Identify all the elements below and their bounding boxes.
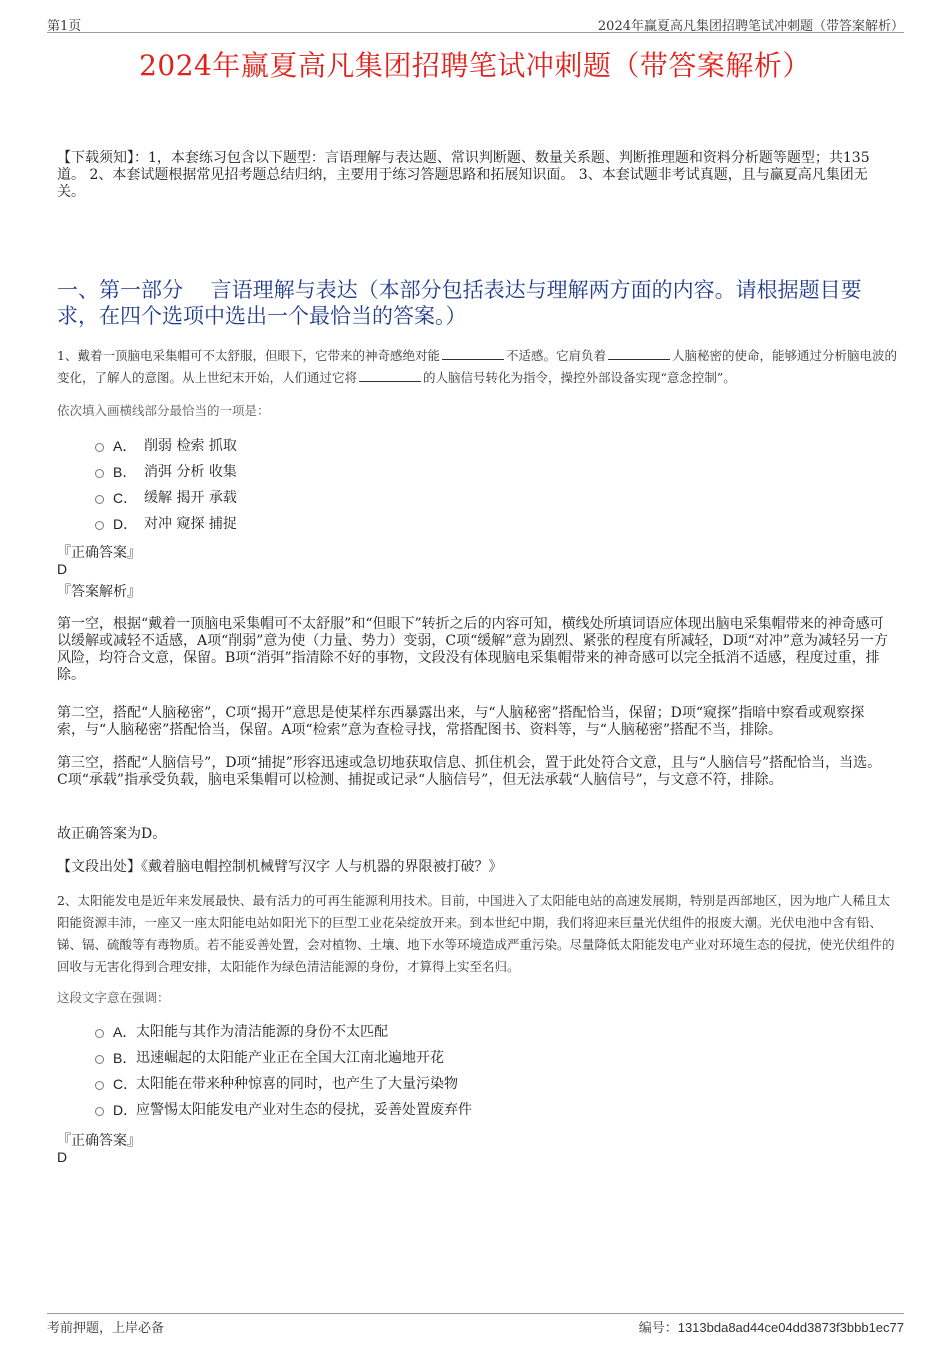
option-d[interactable]: D． 应警惕太阳能发电产业对生态的侵扰，妥善处置废弃件 <box>95 1097 472 1123</box>
radio-icon[interactable] <box>95 443 104 452</box>
fill-blank <box>442 347 504 360</box>
q1-text-part: 人脑秘密的使命，能够通过分析脑电波的变化，了解人的意图。从上世纪末开始，人们通过它将 <box>57 348 897 385</box>
option-c[interactable]: C． 缓解 揭开 承载 <box>95 485 237 511</box>
radio-icon[interactable] <box>95 1055 104 1064</box>
fill-blank <box>359 369 421 382</box>
download-notice: 【下载须知】：1，本套练习包含以下题型：言语理解与表达题、常识判断题、数量关系题、判断推理题和资料分析题等题型；共135道。 2、本套试题根据常见招考题总结归纳，主要用于练习答题思路和拓展知识面。 3、本套试题非考试真题，且与赢夏高凡集团无关。 <box>57 150 870 200</box>
page-number: 第1页 <box>47 19 82 34</box>
q1-text-part: 的人脑信号转化为指令，操控外部设备实现“意念控制”。 <box>423 370 736 385</box>
question-2-text: 2、太阳能发电是近年来发展最快、最有活力的可再生能源利用技术。目前，中国进入了太阳能电站的高速发展期，特别是西部地区，因为地广人稀且太阳能资源丰沛，一座又一座太阳能电站如阳光下的巨型工业花朵绽放开来。到本世纪中期，我们将迎来巨量光伏组件的报废大潮。光伏电池中含有铅、锑、镉、硫酸等有毒物质。若不能妥善处置，会对植物、土壤、地下水等环境造成严重污染。尽量降低太阳能发电产业对环境生态的侵扰，使光伏组件的回收与无害化得到合理安排，太阳能作为绿色清洁能源的身份，才算得上实至名归。 <box>57 893 895 974</box>
option-c[interactable]: C． 太阳能在带来种种惊喜的同时，也产生了大量污染物 <box>95 1071 472 1097</box>
radio-icon[interactable] <box>95 469 104 478</box>
analysis-paragraph: 第一空，根据“戴着一顶脑电采集帽可不太舒服”和“但眼下”转折之后的内容可知，横线处所填词语应体现出脑电采集帽带来的神奇感可以缓解或减轻不适感，A项“削弱”意为使（力量、势力）变弱，C项“缓解”意为剧烈、紧张的程度有所减轻，D项“对冲”意为减轻另一方风险，均符合文意，保留。B项“消弭”指清除不好的事物，文段没有体现脑电采集帽带来的神奇感可以完全抵消不适感，程度过重，排除。 <box>57 616 888 683</box>
question-1-stem: 依次填入画横线部分最恰当的一项是： <box>57 403 270 418</box>
option-a[interactable]: A． 削弱 检索 抓取 <box>95 433 237 459</box>
question-1-options <box>95 433 237 537</box>
option-b[interactable]: B． 迅速崛起的太阳能产业正在全国大江南北遍地开花 <box>95 1045 472 1071</box>
radio-icon[interactable] <box>95 1029 104 1038</box>
radio-icon[interactable] <box>95 1081 104 1090</box>
radio-icon[interactable] <box>95 495 104 504</box>
header-doc-title: 2024年赢夏高凡集团招聘笔试冲刺题（带答案解析） <box>597 19 904 34</box>
fill-blank <box>608 347 670 360</box>
answer-label: 『正确答案』 <box>57 545 141 561</box>
analysis-conclusion: 故正确答案为D。 <box>57 826 167 842</box>
analysis-paragraph: 第三空，搭配“人脑信号”，D项“捕捉”形容迅速或急切地获取信息、抓住机会，置于此处符合文意，且与“人脑信号”搭配恰当，当选。C项“承载”指承受负载，脑电采集帽可以检测、捕捉或记录“人脑信号”，但无法承载“人脑信号”，与文意不符，排除。 <box>57 755 882 788</box>
source-citation: 【文段出处】《戴着脑电帽控制机械臂写汉字 人与机器的界限被打破？》 <box>57 859 503 875</box>
section-heading: 一、第一部分 言语理解与表达（本部分包括表达与理解两方面的内容。请根据题目要求，在四个选项中选出一个最恰当的答案。） <box>57 278 862 328</box>
answer-label: 『正确答案』 <box>57 1133 141 1149</box>
footer-slogan: 考前押题，上岸必备 <box>47 1321 165 1336</box>
page-title: 2024年赢夏高凡集团招聘笔试冲刺题（带答案解析） <box>139 49 811 82</box>
answer-value: D <box>57 1149 68 1165</box>
analysis-paragraph: 第二空，搭配“人脑秘密”，C项“揭开”意思是使某样东西暴露出来，与“人脑秘密”搭配恰当，保留；D项“窥探”指暗中察看或观察探索，与“人脑秘密”搭配恰当，保留。A项“检索”意为查检寻找，常搭配图书、资料等，与“人脑秘密”搭配不当，排除。 <box>57 705 865 738</box>
option-d[interactable]: D． 对冲 窥探 捕捉 <box>95 511 237 537</box>
radio-icon[interactable] <box>95 521 104 530</box>
answer-value: D <box>57 561 68 577</box>
page-header <box>47 12 904 33</box>
footer-code: 编号：1313bda8ad44ce04dd3873f3bbb1ec77 <box>638 1320 904 1336</box>
option-a[interactable]: A． 太阳能与其作为清洁能源的身份不太匹配 <box>95 1019 472 1045</box>
page-footer <box>47 1313 904 1336</box>
q1-text-part: 1、戴着一顶脑电采集帽可不太舒服，但眼下，它带来的神奇感绝对能 <box>57 348 440 363</box>
question-2-stem: 这段文字意在强调： <box>57 990 170 1005</box>
analysis-label: 『答案解析』 <box>57 584 141 600</box>
q1-text-part: 不适感。它肩负着 <box>505 348 606 363</box>
question-1-text <box>57 345 898 389</box>
option-b[interactable]: B． 消弭 分析 收集 <box>95 459 237 485</box>
question-2-options <box>95 1019 472 1123</box>
radio-icon[interactable] <box>95 1107 104 1116</box>
